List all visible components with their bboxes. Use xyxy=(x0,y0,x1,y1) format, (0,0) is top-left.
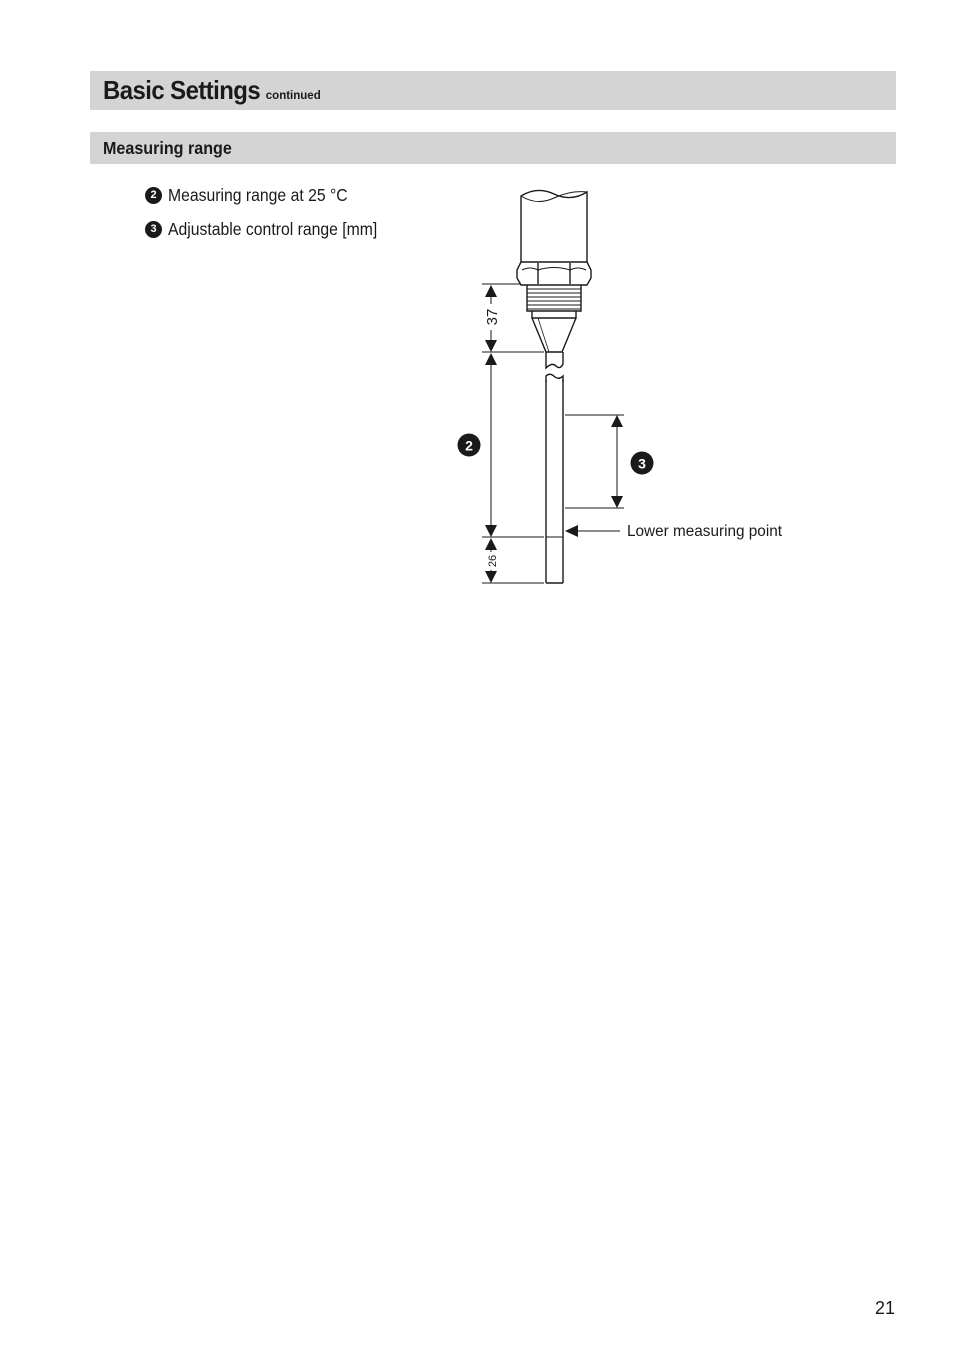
extension-lines xyxy=(482,284,624,583)
page-number: 21 xyxy=(875,1298,896,1318)
marker-2-badge: 2 xyxy=(145,187,162,204)
section-title: Measuring range xyxy=(103,137,232,158)
callout-2 xyxy=(458,434,481,457)
lower-measuring-point-label: Lower measuring point xyxy=(627,523,783,540)
rod-break xyxy=(546,352,563,382)
dimension-lines xyxy=(491,296,620,571)
electrode-rod xyxy=(546,380,563,583)
hex-nut xyxy=(517,262,591,285)
cone xyxy=(532,311,576,352)
thread xyxy=(527,285,581,311)
page-title: Basic Settings xyxy=(103,75,261,105)
marker-3-badge: 3 xyxy=(145,221,162,238)
electrode-head xyxy=(521,190,587,262)
legend-text: Adjustable control range [mm] xyxy=(168,218,378,239)
electrode-dimension-diagram xyxy=(0,0,954,620)
dimension-26: 26 xyxy=(487,554,499,568)
callout-2-label: 2 xyxy=(465,437,473,454)
callout-3 xyxy=(631,452,654,475)
callout-3-label: 3 xyxy=(638,455,646,472)
arrowheads xyxy=(485,285,623,583)
dimension-37: 37 xyxy=(484,308,501,326)
legend-text: Measuring range at 25 °C xyxy=(168,184,348,205)
page-title-continued: continued xyxy=(265,89,321,102)
